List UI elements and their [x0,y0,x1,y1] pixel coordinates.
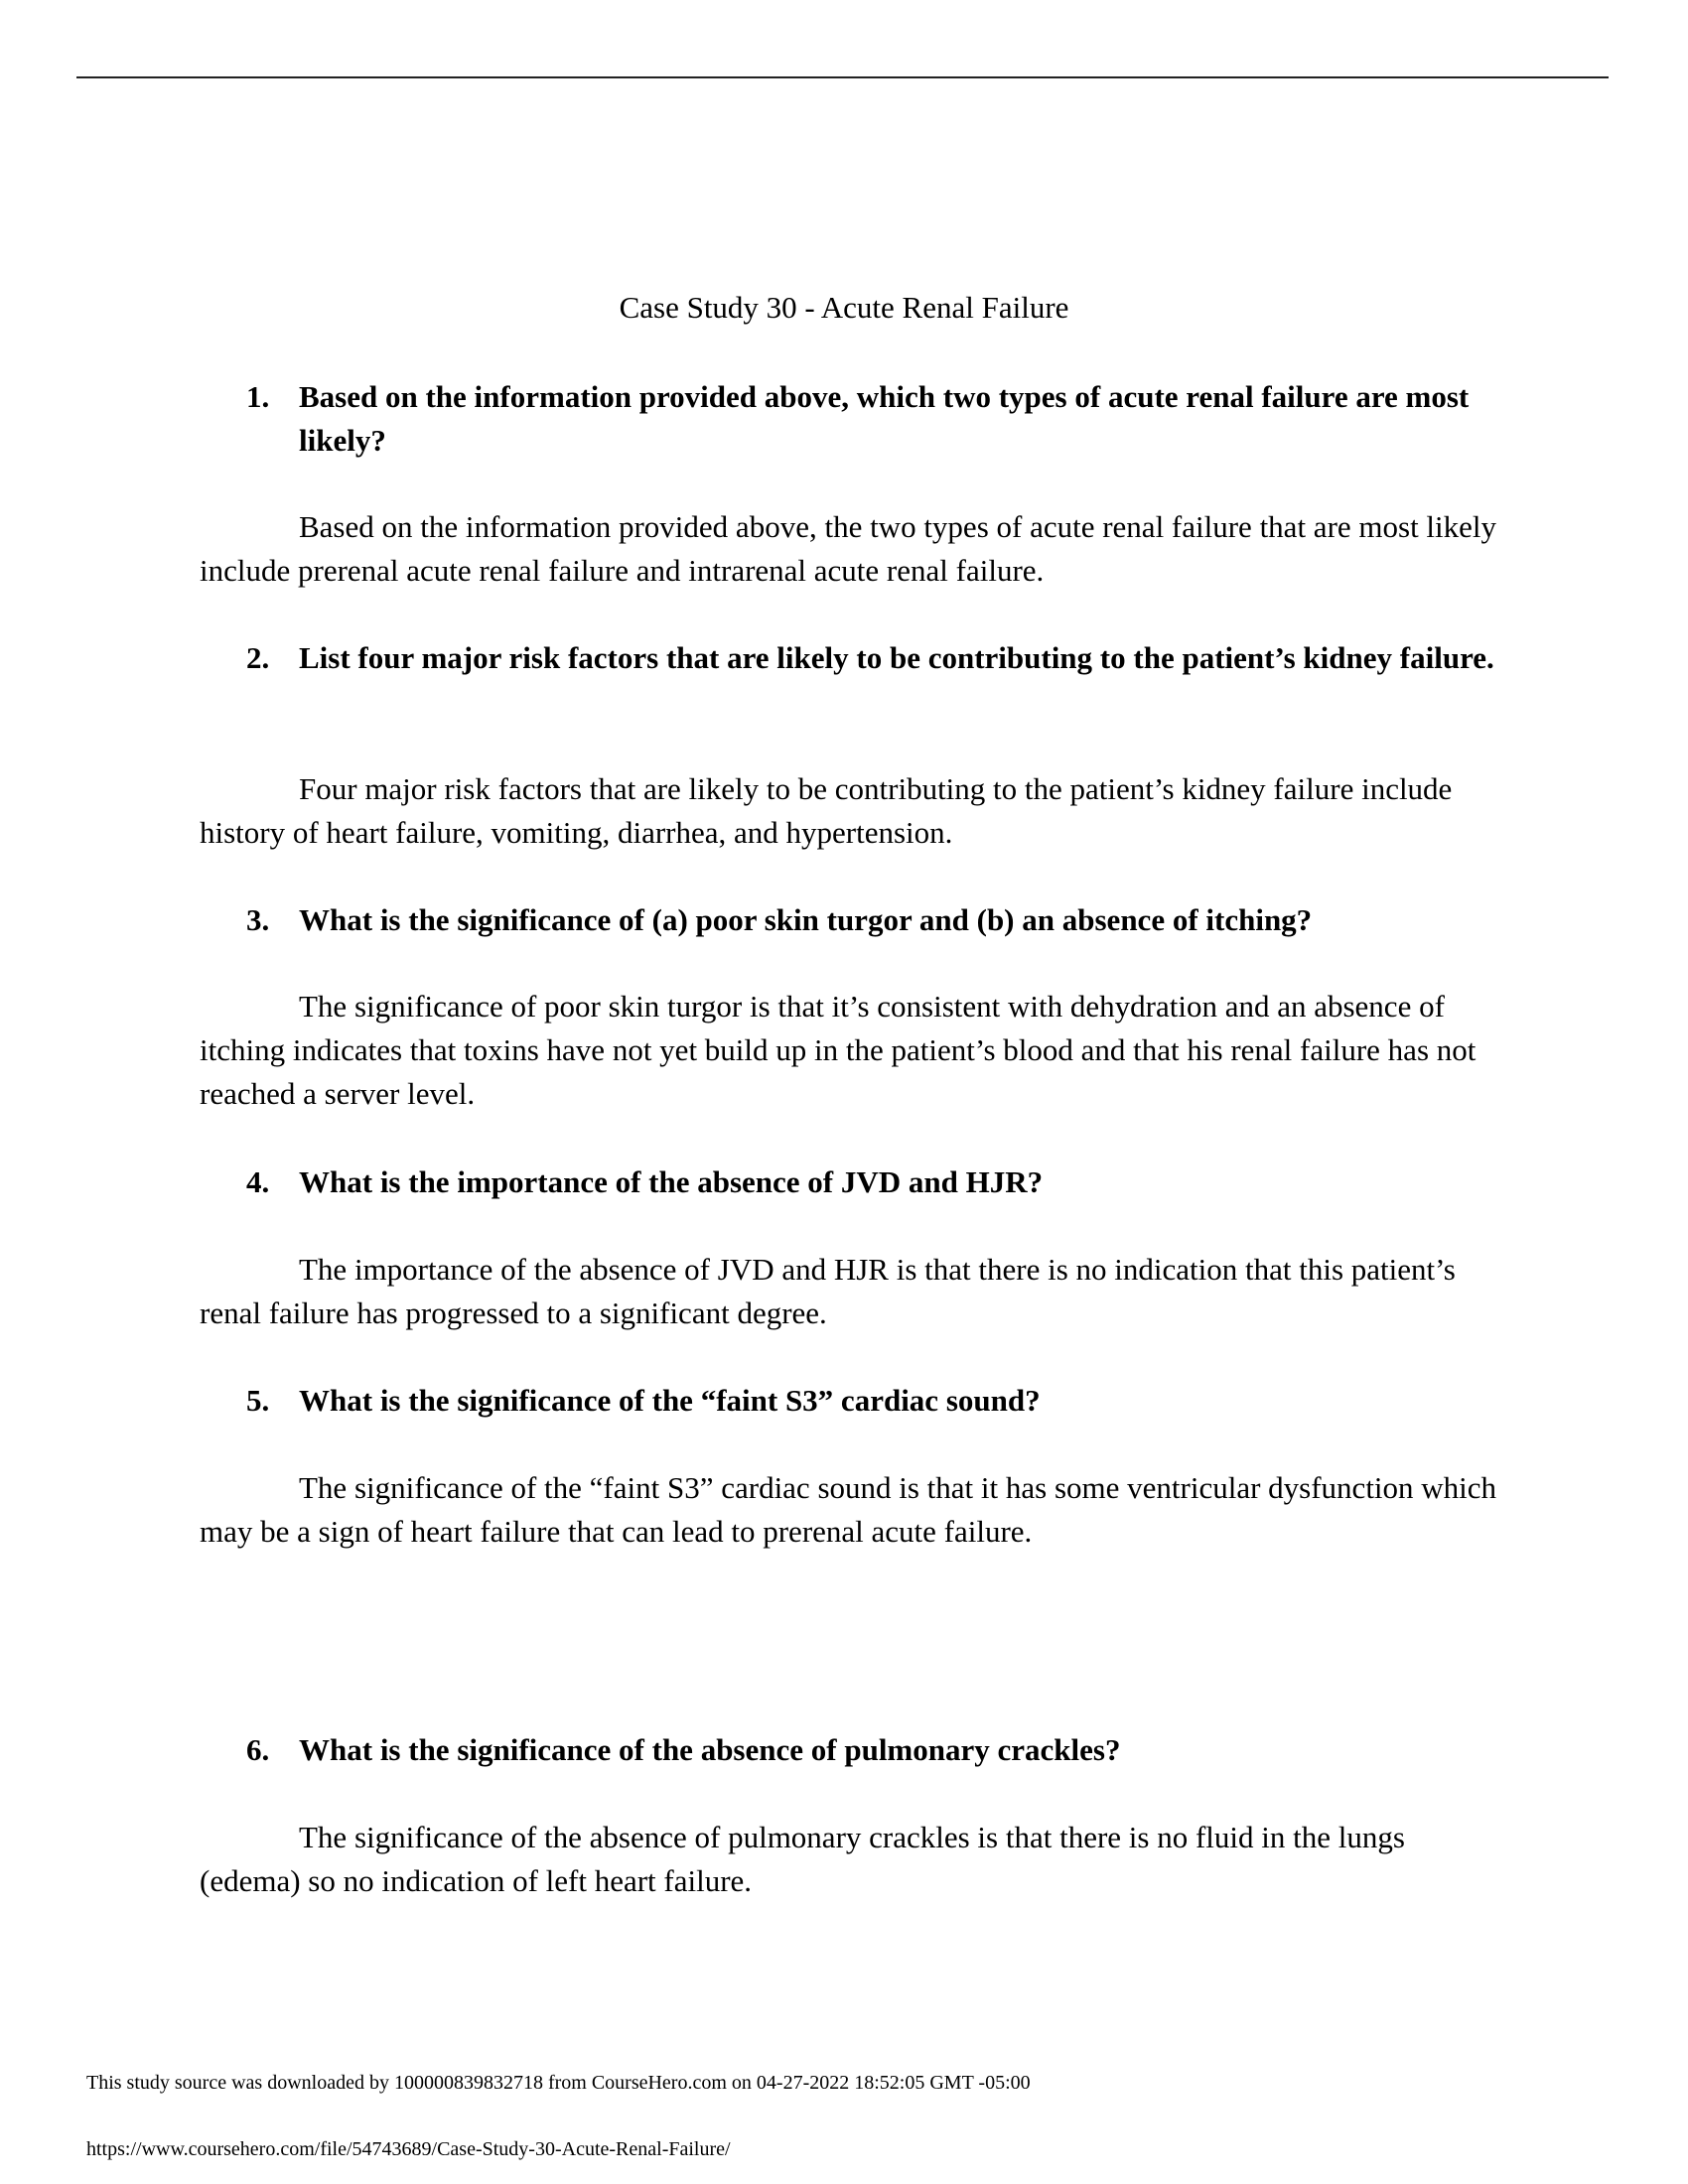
header-divider [76,76,1609,78]
question-text: What is the significance of the absence of pulmonary crackles? [299,1732,1121,1767]
source-url: https://www.coursehero.com/file/54743689/Case-Study-30-Acute-Renal-Failure/ [86,2138,731,2160]
question-text: What is the significance of (a) poor skin turgor and (b) an absence of itching? [299,902,1313,937]
question-text: What is the significance of the “faint S3” cardiac sound? [299,1383,1041,1418]
question-number: 1. [246,379,270,414]
download-notice: This study source was downloaded by 100000839832718 from CourseHero.com on 04-27-2022 18:52:05 GMT -05:00 [86,2072,1031,2094]
question-text: Based on the information provided above, which two types of acute renal failure are most likely? [299,379,1470,458]
answer-5: The significance of the “faint S3” cardiac sound is that it has some ventricular dysfunction which may be a sign of heart failure that can lead to prerenal acute failure. [200,1470,1497,1549]
question-1 [246,375,1497,463]
answer-1: Based on the information provided above, the two types of acute renal failure that are most likely include prerenal acute renal failure and intrarenal acute renal failure. [200,509,1497,588]
answer-6: The significance of the absence of pulmonary crackles is that there is no fluid in the lungs (edema) so no indication of left heart failure. [200,1820,1405,1898]
answer-4: The importance of the absence of JVD and HJR is that there is no indication that this patient’s renal failure has progressed to a significant degree. [200,1252,1456,1330]
document-title: Case Study 30 - Acute Renal Failure [619,290,1069,325]
question-3 [246,898,1497,942]
answer-3: The significance of poor skin turgor is that it’s consistent with dehydration and an absence of itching indicates that toxins have not yet build up in the patient’s blood and that his renal failure has not reached a server level. [200,989,1477,1111]
question-number: 3. [246,902,270,937]
question-number: 6. [246,1732,270,1767]
question-number: 4. [246,1164,270,1199]
question-4 [246,1160,1497,1204]
question-text: What is the importance of the absence of JVD and HJR? [299,1164,1044,1199]
question-5 [246,1379,1497,1423]
question-text: List four major risk factors that are likely to be contributing to the patient’s kidney failure. [299,640,1494,675]
answer-2: Four major risk factors that are likely to be contributing to the patient’s kidney failure include history of heart failure, vomiting, diarrhea, and hypertension. [200,771,1453,850]
question-number: 2. [246,640,270,675]
question-2 [246,636,1497,680]
question-6 [246,1728,1497,1772]
question-number: 5. [246,1383,270,1418]
